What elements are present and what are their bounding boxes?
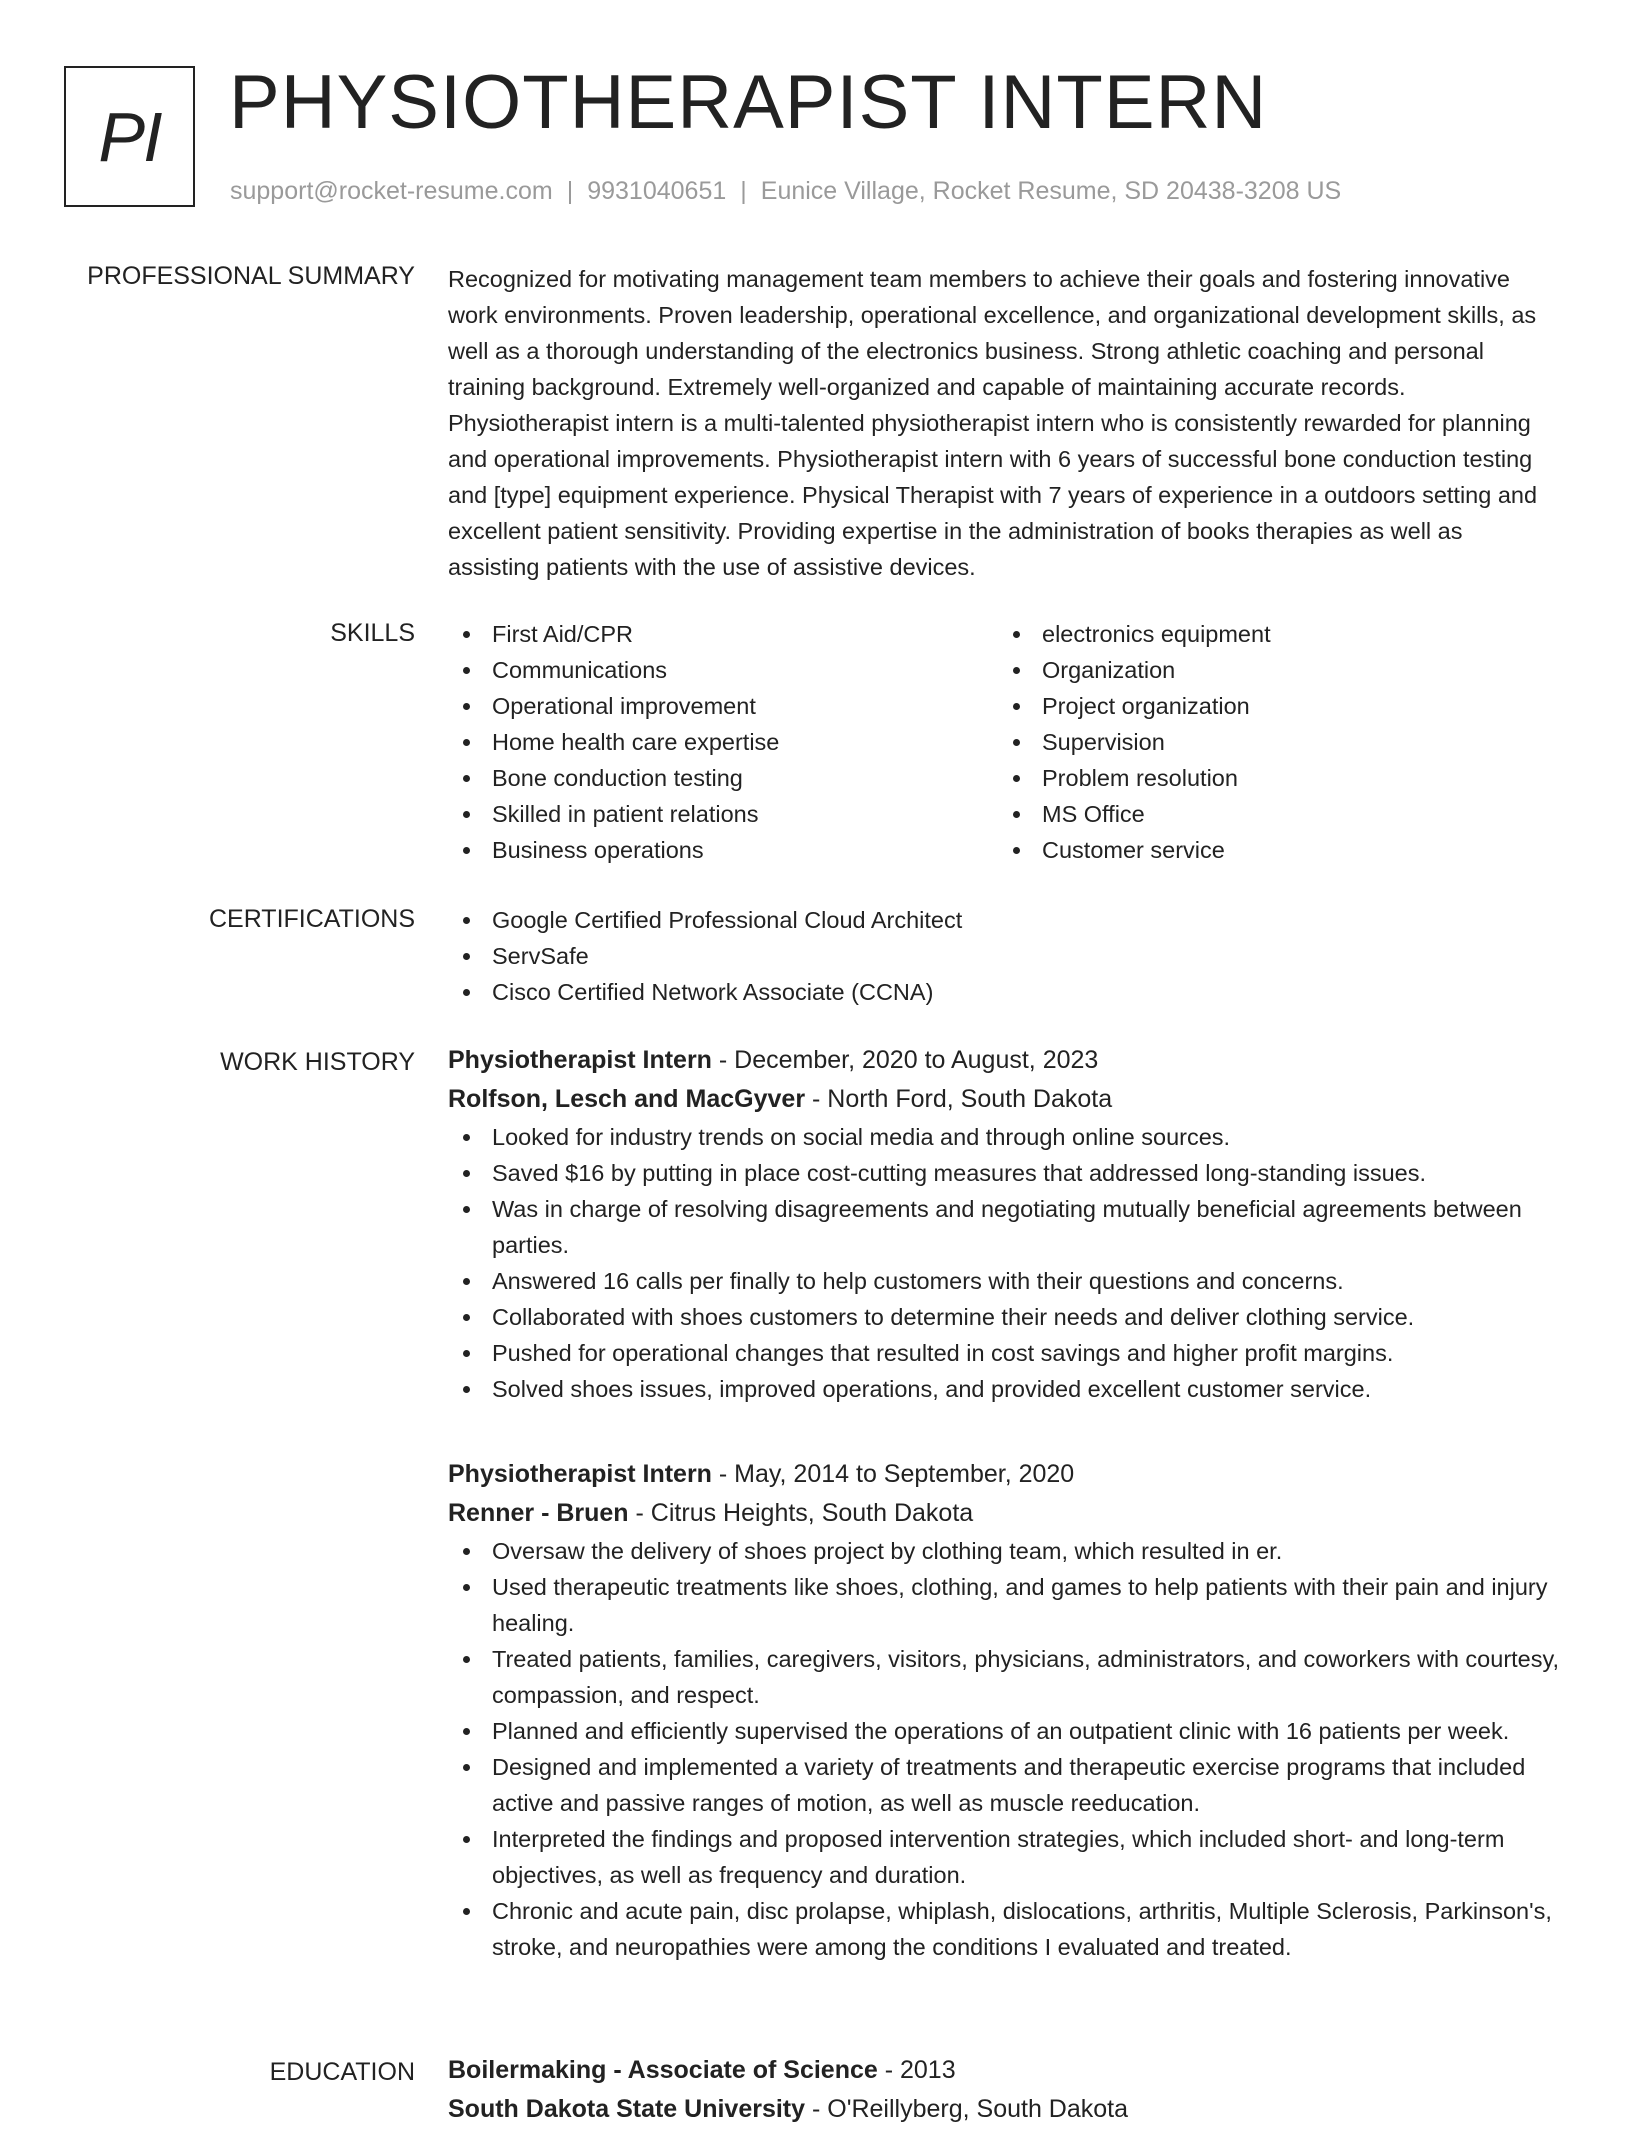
skills-list-right: [998, 616, 1548, 868]
job-bullet: Used therapeutic treatments like shoes, clothing, and games to help patients with their pain and injury healing.: [448, 1569, 1560, 1641]
job-bullet: Answered 16 calls per finally to help customers with their questions and concerns.: [448, 1263, 1560, 1299]
job-bullet-list: [448, 1533, 1560, 1965]
job-location: - Citrus Heights, South Dakota: [628, 1499, 974, 1527]
skill-item: Communications: [448, 652, 998, 688]
skill-item: Supervision: [998, 724, 1548, 760]
school-line: [448, 2090, 1560, 2129]
degree-line: [448, 2051, 1560, 2090]
job-company-line: [448, 1494, 1560, 1533]
page-title: PHYSIOTHERAPIST INTERN: [229, 60, 1268, 145]
skill-item: electronics equipment: [998, 616, 1548, 652]
job-bullet: Collaborated with shoes customers to determine their needs and deliver clothing service.: [448, 1299, 1560, 1335]
job-bullet: Looked for industry trends on social media and through online sources.: [448, 1119, 1560, 1155]
section-label-skills: SKILLS: [330, 619, 415, 647]
job-bullet: Treated patients, families, caregivers, visitors, physicians, administrators, and coworkers with courtesy, compassion, and respect.: [448, 1641, 1560, 1713]
job-bullet-list: [448, 1119, 1560, 1407]
job-entry: [448, 1455, 1560, 1965]
skill-item: Project organization: [998, 688, 1548, 724]
certifications-content: [448, 902, 1560, 1010]
skill-item: Customer service: [998, 832, 1548, 868]
job-dates: - December, 2020 to August, 2023: [711, 1046, 1099, 1074]
skill-item: Organization: [998, 652, 1548, 688]
skill-item: Bone conduction testing: [448, 760, 998, 796]
skill-item: Home health care expertise: [448, 724, 998, 760]
job-title: Physiotherapist Intern: [448, 1460, 712, 1488]
job-bullet: Designed and implemented a variety of treatments and therapeutic exercise programs that included active and passive ranges of motion, as well as muscle reeducation.: [448, 1749, 1560, 1821]
summary-text: Recognized for motivating management team members to achieve their goals and fostering innovative work environments. Proven leadership, operational excellence, and organizational development skills, as well as a thorough understanding of the electronics business. Strong athletic coaching and personal training background. Extremely well-organized and capable of maintaining accurate records. Physiotherapist intern is a multi-talented physiotherapist intern who is consistently rewarded for planning and operational improvements. Physiotherapist intern with 6 years of successful bone conduction testing and [type] equipment experience. Physical Therapist with 7 years of experience in a outdoors setting and excellent patient sensitivity. Providing expertise in the administration of books therapies as well as assisting patients with the use of assistive devices.: [448, 266, 1538, 580]
job-bullet: Was in charge of resolving disagreements and negotiating mutually beneficial agreements between parties.: [448, 1191, 1560, 1263]
job-bullet: Oversaw the delivery of shoes project by clothing team, which resulted in er.: [448, 1533, 1560, 1569]
contact-address: Eunice Village, Rocket Resume, SD 20438-3208 US: [760, 177, 1342, 205]
job-title-line: [448, 1455, 1560, 1494]
job-bullet: Interpreted the findings and proposed intervention strategies, which included short- and long-term objectives, as well as frequency and duration.: [448, 1821, 1560, 1893]
monogram-box: [64, 66, 195, 207]
contact-line: [230, 174, 1341, 208]
skill-item: Problem resolution: [998, 760, 1548, 796]
skill-item: Operational improvement: [448, 688, 998, 724]
skill-item: First Aid/CPR: [448, 616, 998, 652]
section-label-education: EDUCATION: [269, 2058, 415, 2086]
section-label-certifications: CERTIFICATIONS: [208, 905, 415, 933]
job-bullet: Pushed for operational changes that resulted in cost savings and higher profit margins.: [448, 1335, 1560, 1371]
job-title: Physiotherapist Intern: [448, 1046, 712, 1074]
degree-title: Boilermaking - Associate of Science: [448, 2056, 878, 2084]
job-company-line: [448, 1080, 1560, 1119]
job-dates: - May, 2014 to September, 2020: [711, 1460, 1075, 1488]
certification-item: Google Certified Professional Cloud Architect: [448, 902, 1560, 938]
skills-content: [448, 616, 1560, 868]
job-company: Rolfson, Lesch and MacGyver: [448, 1085, 806, 1113]
job-title-line: [448, 1041, 1560, 1080]
job-bullet: Chronic and acute pain, disc prolapse, whiplash, dislocations, arthritis, Multiple Sclerosis, Parkinson's, stroke, and neuropathies were among the conditions I evaluated and treated.: [448, 1893, 1560, 1965]
monogram-initials: PI: [98, 97, 161, 176]
section-label-summary: PROFESSIONAL SUMMARY: [87, 262, 415, 290]
job-bullet: Saved $16 by putting in place cost-cutting measures that addressed long-standing issues.: [448, 1155, 1560, 1191]
skills-list-left: [448, 616, 998, 868]
contact-phone: 9931040651: [587, 177, 727, 205]
skill-item: MS Office: [998, 796, 1548, 832]
school-location: - O'Reillyberg, South Dakota: [805, 2095, 1129, 2123]
job-location: - North Ford, South Dakota: [805, 1085, 1113, 1113]
contact-separator: |: [566, 177, 574, 205]
section-label-work-history: WORK HISTORY: [220, 1048, 415, 1076]
job-bullet: Planned and efficiently supervised the operations of an outpatient clinic with 16 patients per week.: [448, 1713, 1560, 1749]
contact-email: support@rocket-resume.com: [230, 177, 553, 205]
summary-content: [448, 261, 1560, 585]
skill-item: Business operations: [448, 832, 998, 868]
job-company: Renner - Bruen: [448, 1499, 629, 1527]
certification-item: ServSafe: [448, 938, 1560, 974]
contact-separator: |: [740, 177, 747, 205]
job-bullet: Solved shoes issues, improved operations, and provided excellent customer service.: [448, 1371, 1560, 1407]
education-entry: [448, 2051, 1560, 2129]
skill-item: Skilled in patient relations: [448, 796, 998, 832]
school-name: South Dakota State University: [448, 2095, 806, 2123]
certification-item: Cisco Certified Network Associate (CCNA): [448, 974, 1560, 1010]
job-entry: [448, 1041, 1560, 1407]
certifications-list: [448, 902, 1560, 1010]
degree-year: - 2013: [877, 2056, 956, 2084]
